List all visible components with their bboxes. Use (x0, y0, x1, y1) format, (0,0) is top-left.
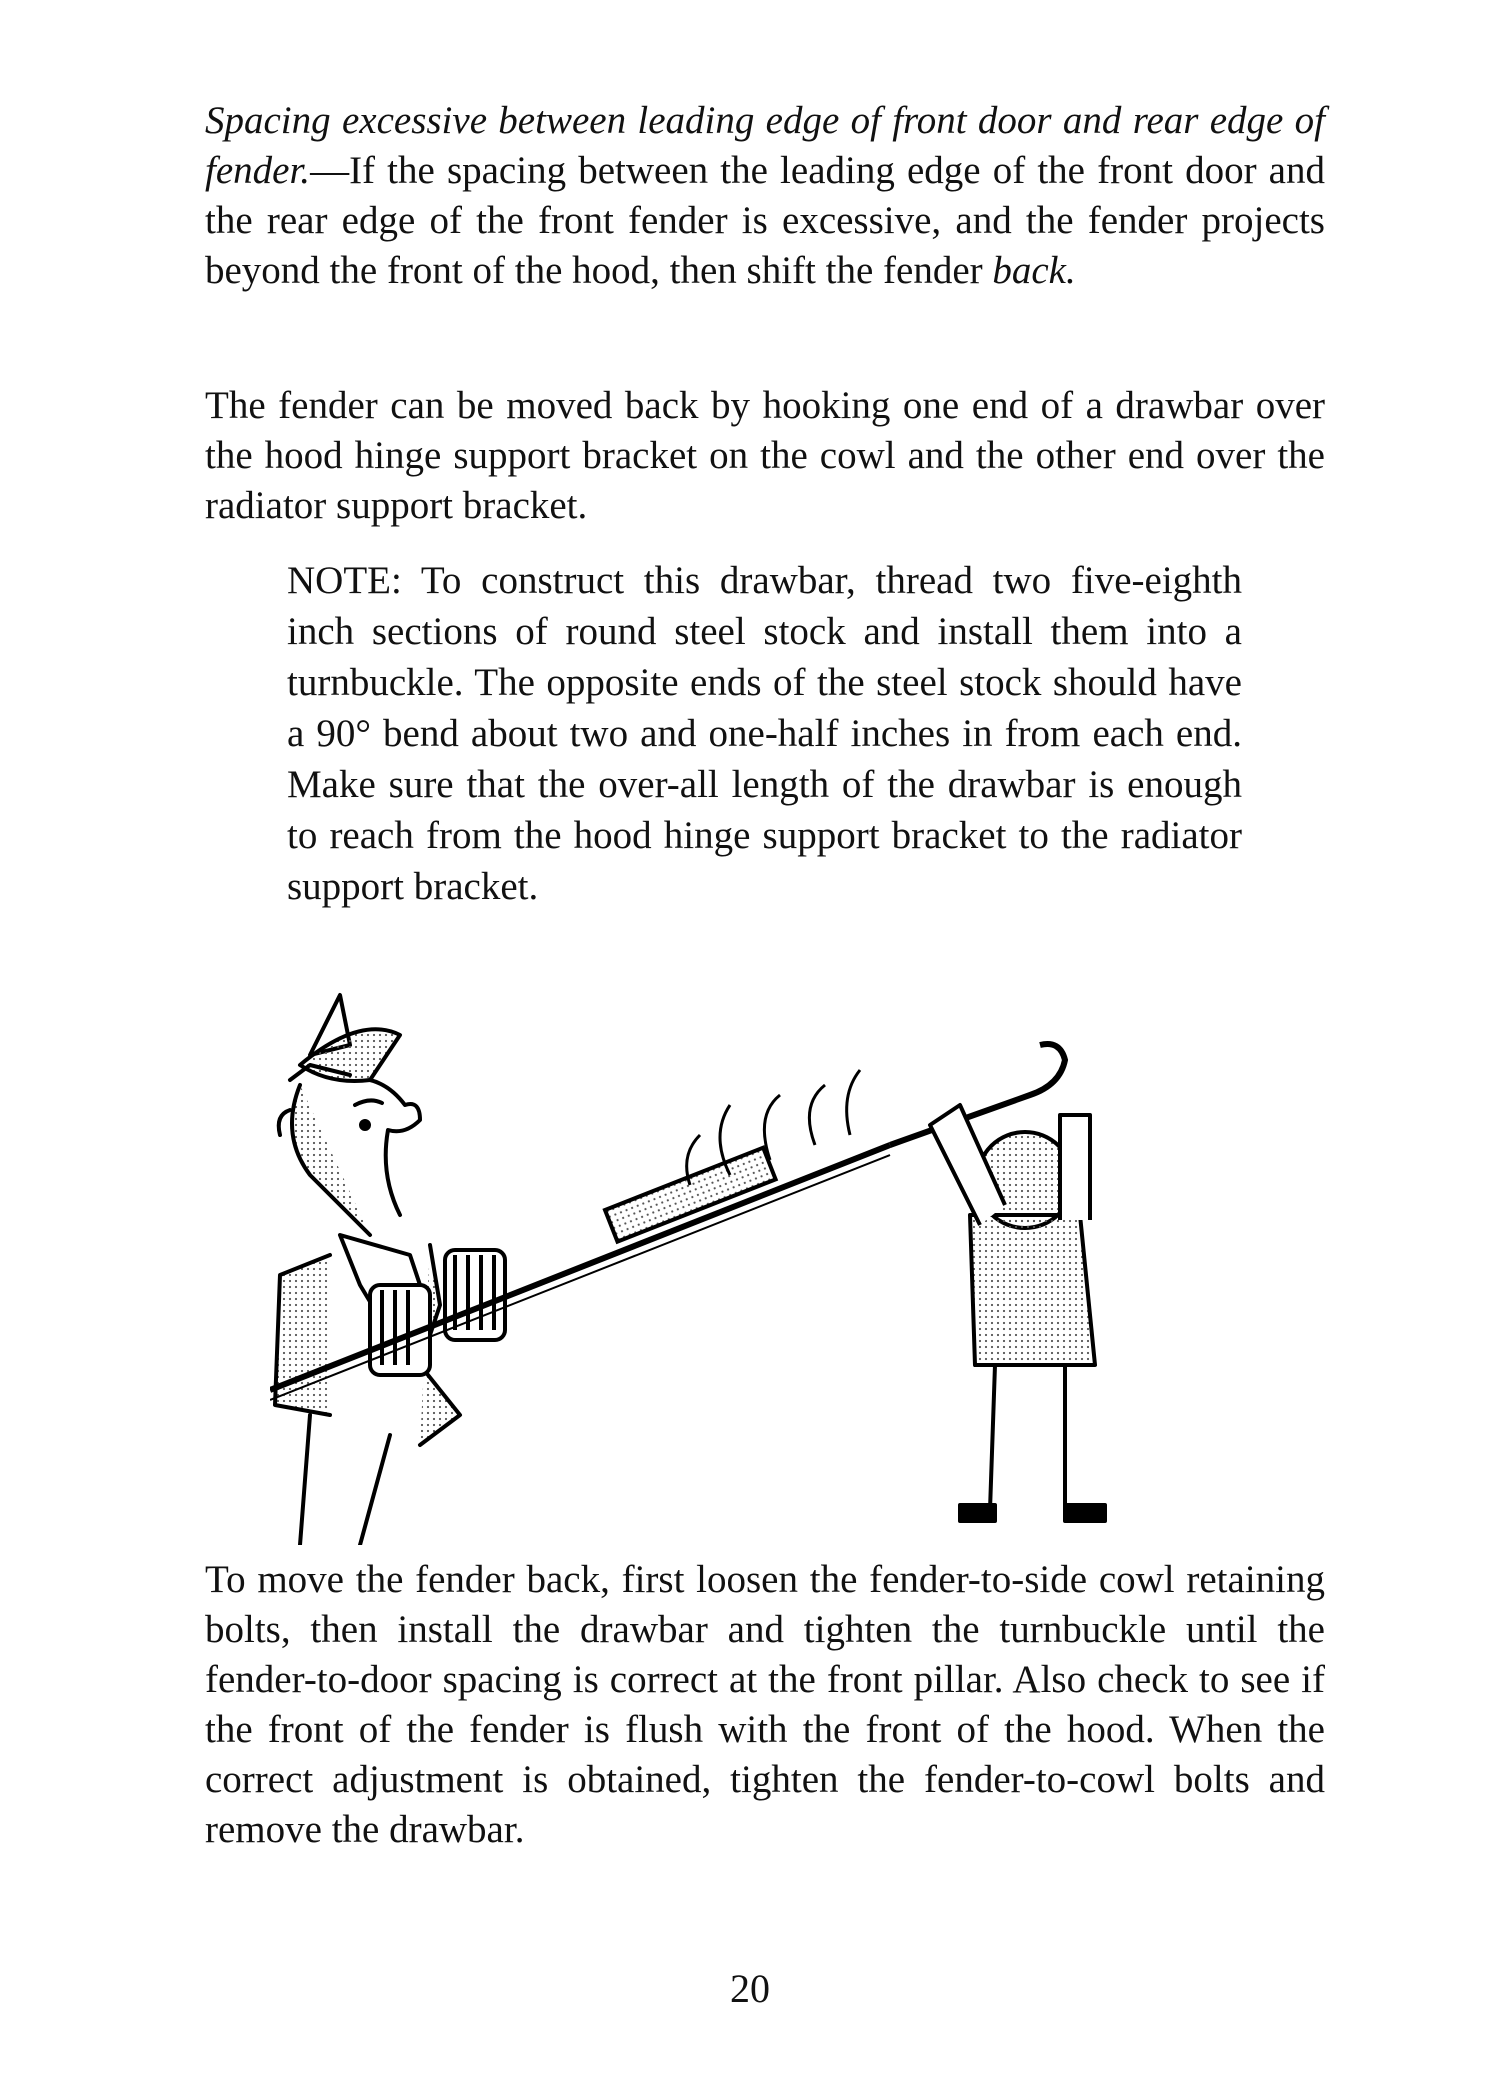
drawbar-illustration (270, 985, 1260, 1545)
emphasis-back: back. (992, 249, 1076, 292)
em-dash: — (310, 149, 350, 192)
assistant-figure (930, 1105, 1105, 1521)
page-number: 20 (730, 1966, 770, 2011)
paragraph-body: If the spacing between the leading edge of the front door and the rear edge of the front fender is excessive, and the fender projects beyond the front of the hood, then shift the fender (205, 149, 1325, 292)
paragraph-move-fender: To move the fender back, first loosen the fender-to-side cowl retaining bolts, then install the drawbar and tighten the turnbuckle until the fender-to-door spacing is correct at the front pillar. Also check to see if the front of the fender is flush with the front of the hood. When the correct adjustment is obtained, tighten the fender-to-cowl bolts and remove the drawbar. (205, 1558, 1325, 1851)
paragraph-spacing-excessive (205, 96, 1325, 296)
mechanic-figure (275, 995, 460, 1545)
paragraph-heading: Spacing excessive between leading edge of front door and rear edge of fender. (205, 99, 1325, 192)
note-paragraph: NOTE: To construct this drawbar, thread two five-eighth inch sections of round steel stock and install them into a turnbuckle. The opposite ends of the steel stock should have a 90° bend about two and one-half inches in from each end. Make sure that the over-all length of the drawbar is enough to reach from the hood hinge support bracket to the radiator support bracket. (287, 559, 1242, 908)
paragraph-drawbar: The fender can be moved back by hooking one end of a drawbar over the hood hinge support bracket on the cowl and the other end over the radiator support bracket. (205, 384, 1325, 527)
